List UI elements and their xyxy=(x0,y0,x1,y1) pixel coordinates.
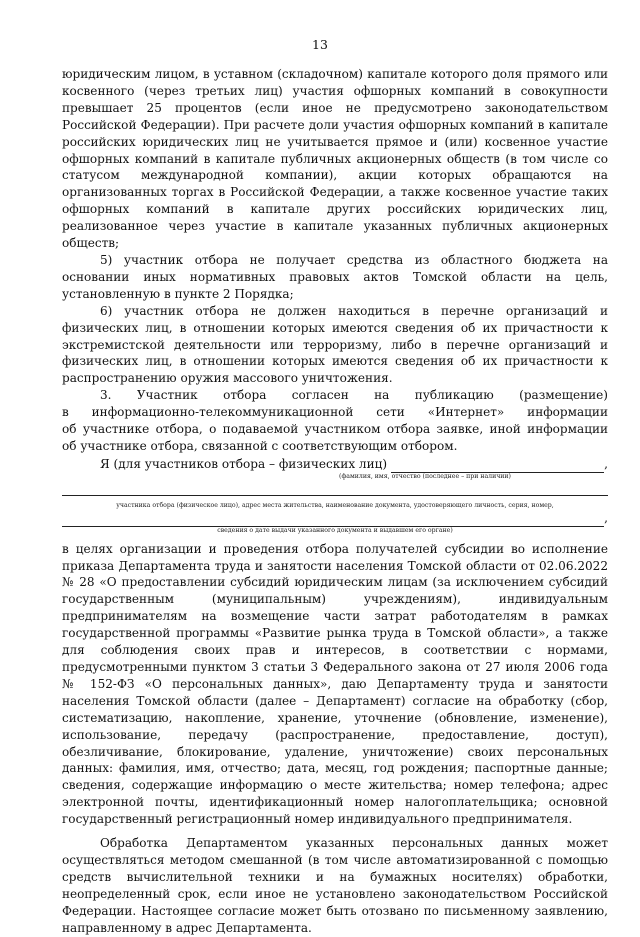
caption-issue: сведения о дате выдачи указанного документа и выдавшем его органе) xyxy=(217,526,453,534)
identity-field-line[interactable] xyxy=(62,481,608,496)
publication-line-3: об участнике отбора, о подаваемой участником отбора заявке, иной информации xyxy=(62,422,608,437)
document-details-field[interactable] xyxy=(62,512,604,527)
signatory-label: Я (для участников отбора – физических лиц) xyxy=(100,456,388,471)
document-details-comma: , xyxy=(604,510,608,525)
document-body xyxy=(62,66,608,937)
signatory-row xyxy=(62,456,608,473)
signatory-comma: , xyxy=(604,456,608,471)
paragraph-publication-consent xyxy=(62,387,608,455)
paragraph-item-5: 5) участник отбора не получает средства из областного бюджета на основании иных нормативных правовых актов Томской области на цель, установленную в пункте 2 Порядка; xyxy=(62,252,608,301)
paragraph-processing: Обработка Департаментом указанных персональных данных может осуществляться методом смешанной (в том числе автоматизированной с помощью средств вычислительной техники и на бумажных носителях) обработки, неопределенный срок, если иное не установлено законодательством Российской Федерации. Настоящее согласие может быть отозвано по письменному заявлению, направленному в адрес Департамента. xyxy=(62,836,608,935)
publication-line-4: об участнике отбора, связанной с соответствующим отбором. xyxy=(62,438,458,453)
signatory-name-field[interactable] xyxy=(391,459,604,473)
publication-line-1: 3. Участник отбора согласен на публикацию (размещение) xyxy=(100,388,608,403)
page-number: 13 xyxy=(312,37,328,52)
paragraph-item-6: 6) участник отбора не должен находиться в перечне организаций и физических лиц, в отношении которых имеются сведения об их причастности к экстремистской деятельности или терроризму, либо в перечне организаций и физических лиц, в отношении которых имеются сведения об их причастности к распространению оружия массового уничтожения. xyxy=(62,303,608,386)
paragraph-personal-data-consent: в целях организации и проведения отбора получателей субсидии во исполнение приказа Департамента труда и занятости населения Томской области от 02.06.2022 № 28 «О предоставлении субсидий юридическим лицам (за исключением субсидий государственным (муниципальным) учреждениям), индивидуальным предпринимателям на возмещение части затрат работодателям в рамках государственной программы «Развитие рынка труда в Томской области», а также для соблюдения своих прав и интересов, в соответствии с нормами, предусмотренными пунктом 3 статьи 3 Федерального закона от 27 июля 2006 года № 152-ФЗ «О персональных данных», даю Департаменту труда и занятости населения Томской области (далее – Департамент) согласие на обработку (сбор, систематизацию, накопление, хранение, уточнение (обновление, изменение), использование, передачу (распространение, предоставление, доступ), обезличивание, блокирование, удаление, уничтожение) своих персональных данных: фамилия, имя, отчество; дата, месяц, год рождения; паспортные данные; сведения, содержащие информацию о месте жительства; номер телефона; адрес электронной почты, идентификационный номер налогоплательщика; основной государственный регистрационный номер индивидуального предпринимателя. xyxy=(62,541,608,827)
publication-line-2: в информационно-телекоммуникационной сети «Интернет» информации xyxy=(62,405,608,420)
paragraph-offshore: юридическим лицом, в уставном (складочном) капитале которого доля прямого или косвенного (через третьих лиц) участия офшорных компаний в совокупности превышает 25 процентов (если иное не предусмотрено законодательством Российской Федерации). При расчете доли участия офшорных компаний в капитале российских юридических лиц не учитывается прямое и (или) косвенное участие офшорных компаний в капитале публичных акционерных обществ (в том числе со статусом международной компании), акции которых обращаются на организованных торгах в Российской Федерации, а также косвенное участие таких офшорных компаний в капитале других российских юридических лиц, реализованное через участие в капитале указанных публичных акционерных обществ; xyxy=(62,67,608,251)
document-details-row xyxy=(62,510,608,527)
caption-identity: участника отбора (физическое лицо), адрес места жительства, наименование документа, удостоверяющего личность, серия, номер, xyxy=(116,501,554,509)
caption-fullname: (фамилия, имя, отчество (последнее – при наличии) xyxy=(339,472,511,480)
